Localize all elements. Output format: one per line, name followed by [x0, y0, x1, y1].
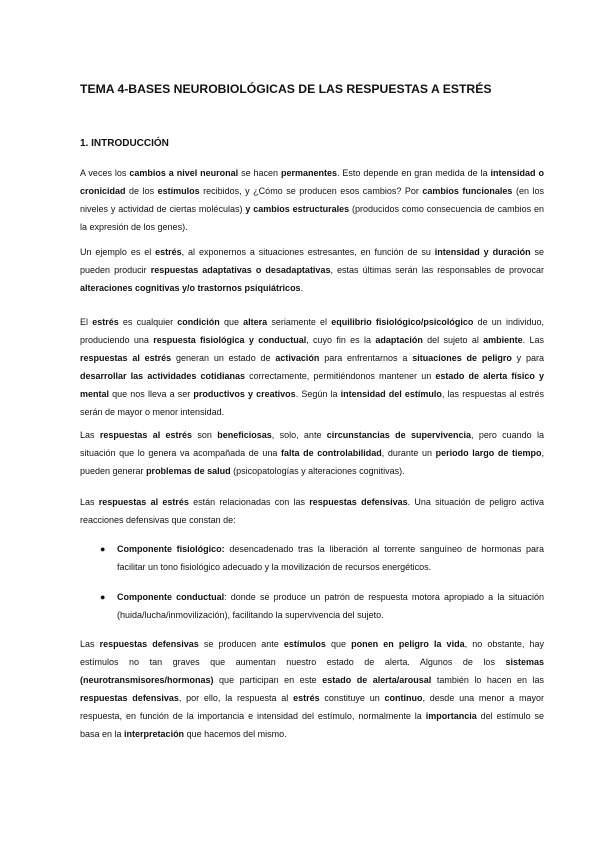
- text-run: Las: [80, 430, 100, 440]
- bold-term: adaptación: [375, 335, 423, 345]
- bold-term: sistemas (neurotransmisores/hormonas): [80, 657, 544, 685]
- bold-term: estímulos: [157, 186, 200, 196]
- text-run: (producidos como consecuencia de cambios en la expresión de los genes).: [80, 204, 544, 232]
- bold-term: Componente fisiológico:: [117, 544, 225, 554]
- text-run: es cualquier: [118, 317, 178, 327]
- bold-term: estrés: [92, 317, 119, 327]
- bold-term: situaciones de peligro: [412, 353, 512, 363]
- text-run: del estímulo se basa en la: [80, 711, 544, 739]
- paragraph-intro: [80, 164, 544, 236]
- bold-term: cambios funcionales: [422, 186, 513, 196]
- text-run: constituye un: [319, 693, 385, 703]
- text-run: , estas últimas serán las responsables de provocar: [330, 265, 544, 275]
- text-run: . Esto depende en gran medida de la: [337, 168, 491, 178]
- list-item-behavioral: [117, 588, 544, 624]
- text-run: Las: [80, 497, 99, 507]
- bold-term: intensidad y duración: [434, 247, 531, 257]
- bullet-marker: ●: [100, 592, 106, 602]
- text-run: : donde se produce un patrón de respuesta motora apropiado a la situación (huida/lucha/inmovilización), facilitando la supervivencia del sujeto.: [117, 592, 544, 620]
- text-run: . Según la: [295, 389, 341, 399]
- paragraph-stress-definition: [80, 313, 544, 421]
- text-run: están relacionadas con las: [188, 497, 310, 507]
- text-run: , solo, ante: [271, 430, 327, 440]
- bold-term: respuestas defensivas: [309, 497, 408, 507]
- bold-term: estrés: [155, 247, 182, 257]
- text-run: , desde una menor a mayor respuesta, en función de la importancia e intensidad del estímulo, normalmente la: [80, 693, 544, 721]
- text-run: .: [300, 283, 304, 293]
- list-item-physiological: [117, 540, 544, 576]
- text-run: A veces los: [80, 168, 130, 178]
- bold-term: problemas de salud: [146, 466, 231, 476]
- text-run: seriamente el: [267, 317, 332, 327]
- text-run: , no obstante, hay estímulos no tan graves que aumentan nuestro estado de alerta. Algunos de los: [80, 639, 544, 667]
- text-run: recibidos, y ¿Cómo se producen esos cambios? Por: [199, 186, 423, 196]
- paragraph-defensive-responses: [80, 493, 544, 529]
- text-run: Las: [80, 639, 100, 649]
- bold-term: equilibrio fisiológico/psicológico: [331, 317, 474, 327]
- text-run: y para: [511, 353, 544, 363]
- bold-term: respuestas adaptativas o desadaptativas: [150, 265, 331, 275]
- paragraph-stress-example: [80, 243, 544, 297]
- text-run: generan un estado de: [171, 353, 276, 363]
- bold-term: Componente conductual: [117, 592, 225, 602]
- bold-term: interpretación: [124, 729, 185, 739]
- bold-term: respuesta fisiológica y conductual: [153, 335, 307, 345]
- paragraph-alert-continuum: [80, 635, 544, 743]
- text-run: , cuyo fin es la: [306, 335, 376, 345]
- bold-term: respuestas al estrés: [80, 353, 172, 363]
- bold-term: circunstancias de supervivencia: [326, 430, 471, 440]
- text-run: que: [219, 317, 244, 327]
- text-run: que participan en este: [213, 675, 323, 685]
- text-run: que nos lleva a ser: [109, 389, 194, 399]
- text-run: que: [325, 639, 352, 649]
- text-run: desencadenado tras la liberación al torrente sanguíneo de hormonas para facilitar un tono fisiológico adecuado y la movilización de recursos energéticos.: [117, 544, 545, 572]
- text-run: de los: [125, 186, 158, 196]
- text-run: son: [192, 430, 218, 440]
- text-run: El: [80, 317, 93, 327]
- text-run: (psicopatologías y alteraciones cognitivas).: [230, 466, 405, 476]
- bold-term: estímulos: [283, 639, 326, 649]
- text-run: Un ejemplo es el: [80, 247, 156, 257]
- bold-term: condición: [177, 317, 220, 327]
- bold-term: ambiente: [483, 335, 523, 345]
- bullet-marker: ●: [100, 544, 106, 554]
- text-run: se producen ante: [198, 639, 284, 649]
- bold-term: ponen en peligro la vida: [351, 639, 465, 649]
- bold-term: estado de alerta/arousal: [322, 675, 432, 685]
- bold-term: respuestas defensivas: [80, 693, 179, 703]
- text-run: (en los niveles y actividad de ciertas moléculas): [80, 186, 544, 214]
- bold-term: intensidad o cronicidad: [80, 168, 544, 196]
- bold-term: periodo largo de tiempo: [435, 448, 542, 458]
- text-run: se hacen: [238, 168, 281, 178]
- text-run: del sujeto al: [422, 335, 484, 345]
- text-run: para enfrentarnos a: [319, 353, 413, 363]
- bold-term: intensidad del estímulo: [340, 389, 442, 399]
- bold-term: respuestas al estrés: [99, 430, 193, 440]
- bold-term: beneficiosas: [217, 430, 272, 440]
- bold-term: continuo: [384, 693, 423, 703]
- bold-term: desarrollar las actividades cotidianas: [80, 371, 246, 381]
- bold-term: respuestas al estrés: [98, 497, 189, 507]
- text-run: también lo hacen en las: [431, 675, 544, 685]
- bold-term: alteraciones cognitivas y/o trastornos psiquiátricos: [80, 283, 301, 293]
- bold-term: estado de alerta físico y mental: [80, 371, 545, 399]
- text-run: , por ello, la respuesta al: [178, 693, 294, 703]
- section-heading: 1. INTRODUCCIÓN: [80, 138, 169, 149]
- text-run: que hacemos del mismo.: [184, 729, 287, 739]
- bold-term: cambios a nivel neuronal: [129, 168, 239, 178]
- text-run: , pero cuando la situación que lo genera va acompañada de una: [80, 430, 545, 458]
- bold-term: activación: [275, 353, 320, 363]
- bold-term: falta de controlabilidad: [281, 448, 382, 458]
- text-run: , al exponernos a situaciones estresantes, en función de su: [181, 247, 435, 257]
- bold-term: respuestas defensivas: [99, 639, 199, 649]
- bold-term: y cambios estructurales: [245, 204, 350, 214]
- text-run: se pueden producir: [80, 247, 544, 275]
- text-run: . Las: [522, 335, 545, 345]
- text-run: . Una situación de peligro activa reacciones defensivas que constan de:: [80, 497, 545, 525]
- bold-term: altera: [243, 317, 268, 327]
- paragraph-stress-benefits: [80, 426, 544, 480]
- text-run: correctamente, permitiéndonos mantener un: [245, 371, 436, 381]
- bold-term: estrés: [293, 693, 320, 703]
- text-run: , pueden generar: [80, 448, 544, 476]
- bold-term: permanentes: [280, 168, 337, 178]
- bold-term: productivos y creativos: [193, 389, 296, 399]
- document-title: TEMA 4-BASES NEUROBIOLÓGICAS DE LAS RESPUESTAS A ESTRÉS: [80, 82, 492, 96]
- text-run: , durante un: [381, 448, 436, 458]
- bold-term: importancia: [425, 711, 477, 721]
- text-run: de un individuo, produciendo una: [80, 317, 544, 345]
- text-run: , las respuestas al estrés serán de mayor o menor intensidad.: [80, 389, 545, 417]
